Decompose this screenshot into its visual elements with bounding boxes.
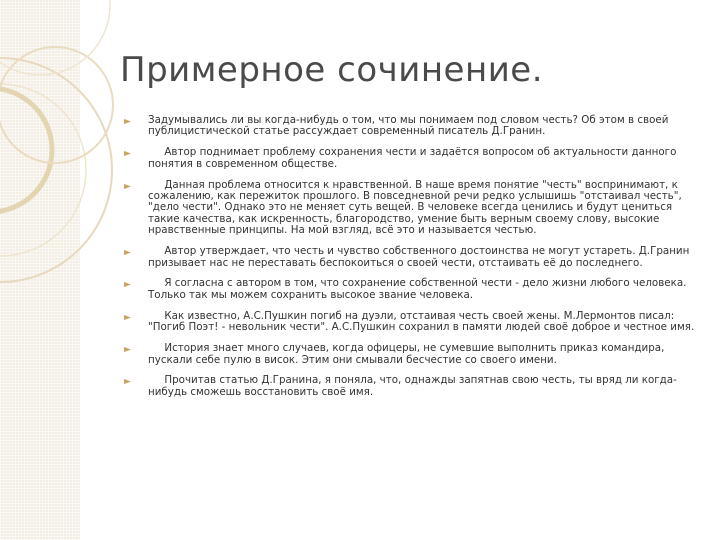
- arrow-bullet-icon: [124, 379, 131, 384]
- list-item: [124, 147, 698, 170]
- arrow-bullet-icon: [124, 347, 131, 352]
- list-item-text: Автор поднимает проблему сохранения чести и задаётся вопросом об актуальности данного понятия в современном обществе.: [148, 146, 680, 170]
- list-item: [124, 375, 698, 398]
- arrow-bullet-icon: [124, 282, 131, 287]
- arrow-bullet-icon: [124, 184, 131, 189]
- arrow-bullet-icon: [124, 151, 131, 156]
- list-item-text: Как известно, А.С.Пушкин погиб на дуэли, отстаивая честь своей жены. М.Лермонтов писал: "Погиб Поэт! - невольник чести". А.С.Пушкин сохранил в памяти людей своё доброе и честное имя.: [148, 309, 695, 334]
- arrow-bullet-icon: [124, 119, 131, 124]
- list-item-text: Я согласна с автором в том, что сохранение собственной чести - дело жизни любого человека. Только так мы можем сохранить высокое звание человека.: [148, 277, 690, 301]
- list-item-text: Прочитав статью Д.Гранина, я поняла, что, однажды запятнав свою честь, ты вряд ли когда-нибудь сможешь восстановить своё имя.: [148, 374, 677, 398]
- list-item: [124, 311, 698, 334]
- list-item: [124, 115, 698, 138]
- list-item: [124, 278, 698, 301]
- page-title: Примерное сочинение.: [120, 50, 544, 90]
- content-list: [124, 115, 698, 408]
- list-item-text: Задумывались ли вы когда-нибудь о том, что мы понимаем под словом честь? Об этом в своей публицистической статье рассуждает современный писатель Д.Гранин.: [148, 114, 669, 138]
- list-item: [124, 180, 698, 237]
- list-item-text: Автор утверждает, что честь и чувство собственного достоинства не могут устареть. Д.Гранин призывает нас не переставать беспокоиться о своей чести, отстаивать её до последнего.: [148, 245, 693, 269]
- list-item: [124, 343, 698, 366]
- list-item-text: Данная проблема относится к нравственной. В наше время понятие "честь" воспринимают, к сожалению, как пережиток прошлого. В повседневной речи редко услышишь "отстаивал честь", "дело чести". Однако это не меняет суть вещей. В человеке всегда ценились и будут цениться такие качества, как искренность, благородство, умение быть верным своему слову, высокие нравственные принципы. На мой взгляд, всё это и называется честью.: [148, 178, 686, 237]
- arrow-bullet-icon: [124, 315, 131, 320]
- arrow-bullet-icon: [124, 250, 131, 255]
- list-item-text: История знает много случаев, когда офицеры, не сумевшие выполнить приказ командира, пускали себе пулю в висок. Этим они смывали бесчестие со своего имени.: [148, 342, 668, 366]
- list-item: [124, 246, 698, 269]
